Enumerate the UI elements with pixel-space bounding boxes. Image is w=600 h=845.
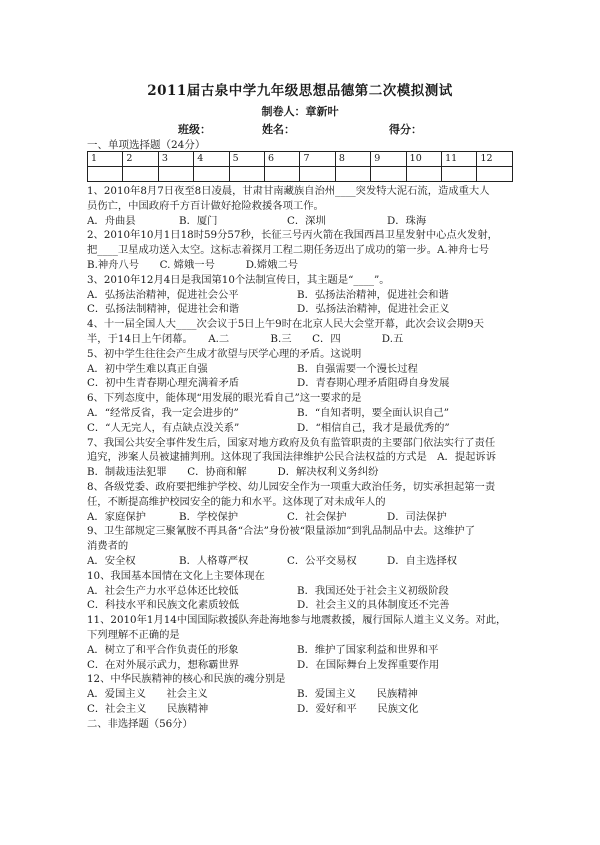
exam-title: 2011届古泉中学九年级思想品德第二次模拟测试	[147, 83, 453, 99]
answer-grid-number: 12	[477, 152, 513, 167]
question-text: 12、中华民族精神的核心和民族的魂分别是	[87, 673, 286, 686]
question-text: 3、2010年12月4日是我国第10个法制宣传日，其主题是“____”。	[87, 273, 390, 286]
answer-grid-cell[interactable]	[194, 167, 229, 182]
question-text: 下列理解不正确的是	[87, 628, 180, 641]
answer-grid-cell[interactable]	[442, 167, 477, 182]
answer-option: D．自主选择权	[387, 554, 458, 567]
question-item	[87, 391, 517, 435]
answer-grid-cell[interactable]	[406, 167, 441, 182]
answer-grid-cell[interactable]	[477, 167, 513, 182]
answer-option: B．“自知者明，要全面认识自己”	[297, 406, 449, 419]
answer-option: D．司法保护	[387, 510, 447, 523]
answer-grid-number: 9	[371, 152, 406, 167]
question-text: 8、各级党委、政府要把维护学校、幼儿园安全作为一项重大政治任务，切实承担起第一责	[87, 480, 496, 493]
answer-option: D．“相信自己，我才是最优秀的”	[297, 421, 450, 434]
answer-option: D．青春期心理矛盾阻碍自身发展	[297, 377, 450, 390]
answer-option: D．在国际舞台上发挥重要作用	[297, 658, 440, 671]
question-text: 任，不断提高维护校园安全的能力和水平。这体现了对未成年人的	[87, 495, 386, 508]
answer-grid-cell[interactable]	[88, 167, 123, 182]
answer-grid-number: 8	[335, 152, 370, 167]
question-item	[87, 184, 517, 228]
answer-option: B．爱国主义 民族精神	[297, 688, 418, 701]
answer-grid-number: 2	[123, 152, 158, 167]
answer-option: D．弘扬法治精神，促进社会正义	[297, 303, 450, 316]
question-item	[87, 273, 517, 317]
answer-grid-number: 1	[88, 152, 123, 167]
question-text: 1、2010年8月7日夜至8日凌晨，甘肃甘南藏族自治州____突发特大泥石流，造成重大人	[87, 185, 490, 197]
answer-option: B．维护了国家利益和世界和平	[297, 643, 439, 656]
question-item	[87, 228, 517, 272]
answer-option: C．深圳	[287, 214, 326, 227]
question-text: 半，于14日上午闭幕。 A.二 B.三 C．四 D.五	[87, 332, 404, 345]
question-text: 5、初中学生往往会产生成才欲望与厌学心理的矛盾。这说明	[87, 347, 362, 360]
question-text: 4、十一届全国人大____次会议于5日上午9时在北京人民大会堂开幕，此次会议会期9天	[87, 318, 484, 331]
answer-option: A．“经常反省，我一定会进步的”	[87, 406, 239, 419]
answer-option: C．初中生青春期心理充满着矛盾	[87, 377, 240, 390]
question-item	[87, 672, 517, 716]
answer-grid-number: 11	[442, 152, 477, 167]
question-text: B.神舟八号 C. 嫦娥一号 D.嫦娥二号	[87, 258, 299, 271]
answer-option: A．家庭保护	[87, 510, 146, 523]
answer-option: B．弘扬法治精神，促进社会和谐	[297, 288, 449, 301]
question-text: B．制裁违法犯罪 C．协商和解 D．解决权利义务纠纷	[87, 466, 379, 479]
section-one-heading: 一、单项选择题（24分）	[87, 139, 206, 151]
answer-option: B．我国还处于社会主义初级阶段	[297, 584, 449, 597]
question-item	[87, 317, 517, 347]
answer-option: A．弘扬法治精神，促进社会公平	[87, 288, 239, 301]
question-text: 员伤亡，中国政府千方百计做好抢险救援各项工作。	[87, 199, 324, 212]
answer-option: D．爱好和平 民族文化	[297, 702, 419, 715]
answer-grid-cell[interactable]	[371, 167, 406, 182]
answer-grid-number: 5	[229, 152, 264, 167]
score-label: 得分：	[389, 123, 422, 136]
question-text: 追究，涉案人员被逮捕判刑。这体现了我国法律维护公民合法权益的方式是 A．提起诉诉	[87, 451, 497, 464]
answer-option: C．“人无完人，有点缺点没关系”	[87, 421, 240, 434]
class-label: 班级：	[178, 123, 211, 136]
question-item	[87, 524, 517, 568]
question-item	[87, 436, 517, 480]
answer-grid-number: 7	[300, 152, 335, 167]
answer-grid-number: 6	[265, 152, 300, 167]
answer-option: C．在对外展示武力，想称霸世界	[87, 658, 240, 671]
answer-grid-cell[interactable]	[229, 167, 264, 182]
answer-option: D．珠海	[387, 214, 427, 227]
answer-grid-number: 3	[158, 152, 193, 167]
answer-option: A．初中学生难以真正自强	[87, 362, 208, 375]
answer-grid-cell[interactable]	[300, 167, 335, 182]
answer-option: B．自强需要一个漫长过程	[297, 362, 418, 375]
answer-option: C．公平交易权	[287, 554, 357, 567]
answer-grid-cell[interactable]	[158, 167, 193, 182]
student-info-row	[0, 121, 600, 135]
answer-option: C．社会保护	[287, 510, 347, 523]
answer-option: A．安全权	[87, 554, 136, 567]
question-text: 10、我国基本国情在文化上主要体现在	[87, 569, 265, 582]
answer-option: A．爱国主义 社会主义	[87, 688, 208, 701]
answer-grid-cell[interactable]	[123, 167, 158, 182]
answer-grid-cell[interactable]	[265, 167, 300, 182]
question-list	[87, 184, 517, 731]
author-line: 制卷人：章新叶	[261, 105, 339, 118]
question-text: 把____卫星成功送入太空。这标志着探月工程二期任务迈出了成功的第一步。A.神舟七号	[87, 244, 489, 257]
answer-grid	[87, 151, 513, 182]
answer-option: B．人格尊严权	[179, 554, 249, 567]
question-item	[87, 613, 517, 672]
answer-option: C．弘扬法制精神，促进社会和谐	[87, 303, 240, 316]
answer-option: A．舟曲县	[87, 214, 136, 227]
answer-option: A．树立了和平合作负责任的形象	[87, 643, 239, 656]
name-label: 姓名：	[262, 123, 295, 136]
answer-option: C．科技水平和民族文化素质较低	[87, 599, 240, 612]
question-item	[87, 569, 517, 613]
answer-option: B．学校保护	[179, 510, 239, 523]
answer-grid-cell[interactable]	[335, 167, 370, 182]
question-text: 2、2010年10月1日18时59分57秒，长征三号丙火箭在我国西昌卫星发射中心点火发射，	[87, 229, 498, 242]
question-text: 7、我国公共安全事件发生后，国家对地方政府及负有监管职责的主要部门依法实行了责任	[87, 436, 496, 449]
answer-grid-number: 10	[406, 152, 441, 167]
answer-option: B．厦门	[179, 214, 218, 227]
question-text: 6、下列态度中，能体现“用发展的眼光看自己”这一要求的是	[87, 392, 362, 405]
answer-option: D．社会主义的具体制度还不完善	[297, 599, 450, 612]
answer-option: C．社会主义 民族精神	[87, 702, 209, 715]
answer-option: A．社会生产力水平总体还比较低	[87, 584, 239, 597]
question-item	[87, 480, 517, 524]
question-text: 消费者的	[87, 540, 129, 553]
question-item	[87, 347, 517, 391]
question-text: 11、2010年1月14中国国际救援队奔赴海地参与地震救援，履行国际人道主义义务。对此，	[87, 614, 507, 627]
question-text: 9、卫生部规定三聚氰胺不再具备“合法”身份被“限量添加”到乳品制品中去。这维护了	[87, 525, 475, 538]
answer-grid-number: 4	[194, 152, 229, 167]
section-two-heading: 二、非选择题（56分）	[87, 717, 193, 730]
